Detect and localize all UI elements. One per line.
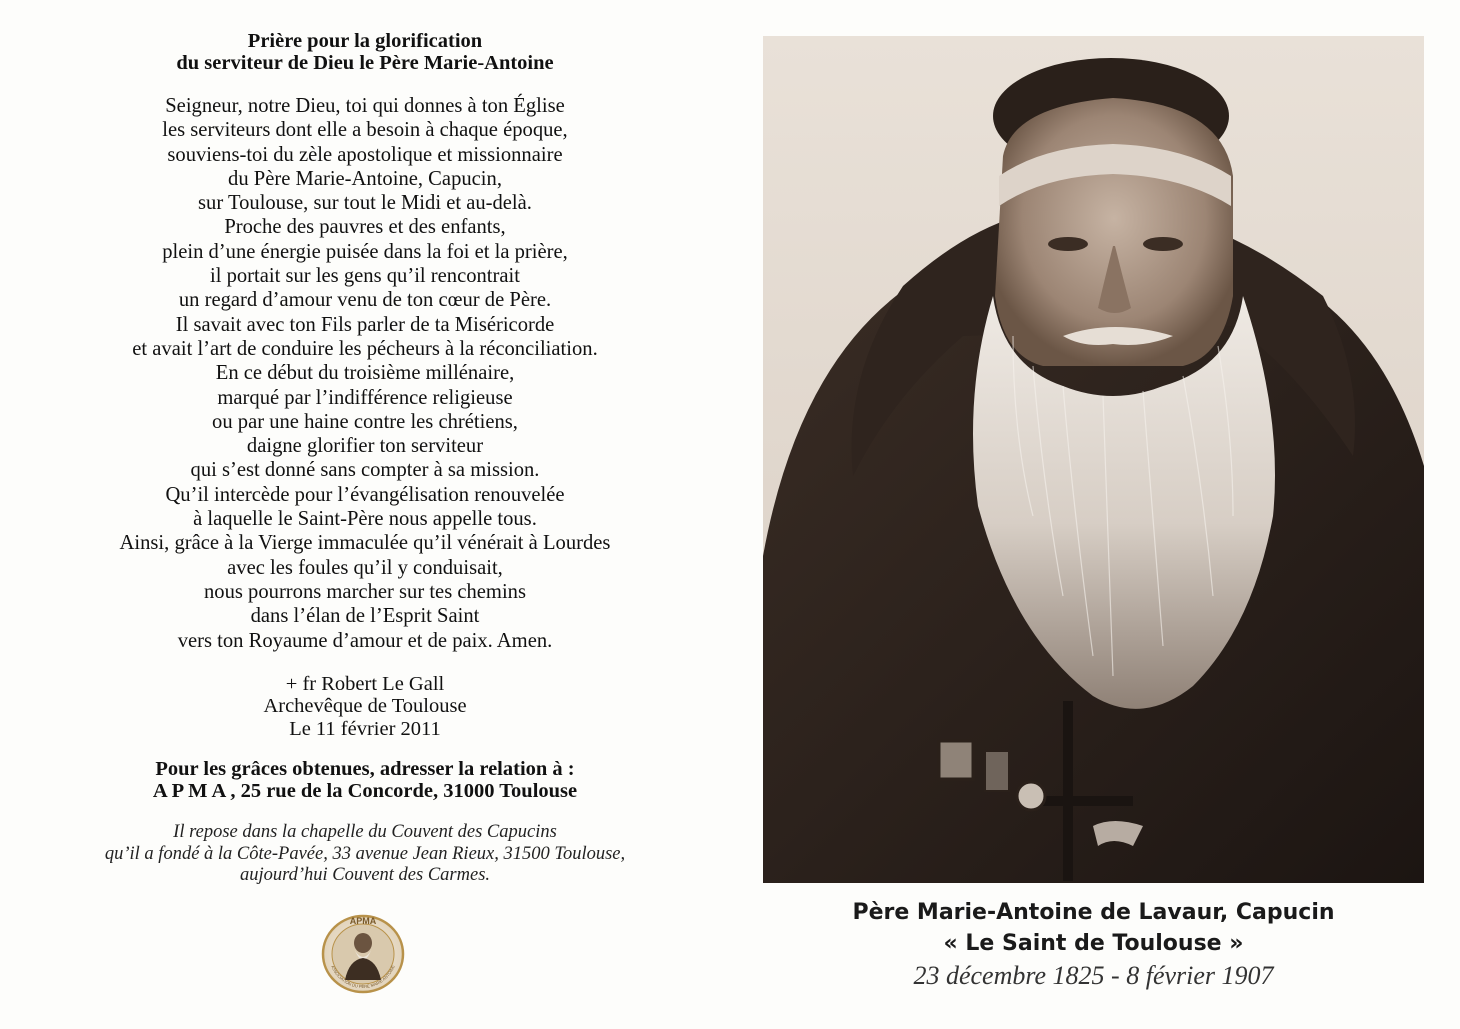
prayer-line: dans l’élan de l’Esprit Saint — [250, 605, 480, 628]
prayer-line: vers ton Royaume d’amour et de paix. Amen. — [177, 629, 553, 652]
relation-address: A P M A , 25 rue de la Concorde, 31000 Toulouse — [152, 779, 578, 802]
prayer-title — [60, 30, 670, 74]
prayer-line: et avait l’art de conduire les pécheurs à la réconciliation. — [132, 337, 598, 360]
prayer-line: avec les foules qu’il y conduisait, — [227, 556, 503, 579]
burial-line-3: aujourd’hui Couvent des Carmes. — [239, 865, 491, 886]
prayer-line: En ce début du troisième millénaire, — [215, 362, 515, 385]
prayer-line: sur Toulouse, sur tout le Midi et au-delà. — [198, 192, 532, 215]
prayer-line: qui s’est donné sans compter à sa mission. — [190, 459, 540, 482]
prayer-line: à laquelle le Saint-Père nous appelle tous. — [193, 508, 537, 531]
prayer-line: un regard d’amour venu de ton cœur de Père. — [178, 289, 552, 312]
relation-block — [60, 759, 670, 802]
prayer-line: Seigneur, notre Dieu, toi qui donnes à ton Église — [165, 95, 565, 117]
prayer-line: Proche des pauvres et des enfants, — [224, 216, 506, 239]
signature-role: Archevêque de Toulouse — [263, 695, 467, 718]
logo-text: APMA — [349, 916, 377, 926]
prayer-title-line-1: Prière pour la glorification — [247, 30, 483, 52]
burial-line-1: Il repose dans la chapelle du Couvent des Capucins — [173, 822, 557, 843]
right-eye-shape — [1143, 237, 1183, 251]
apma-logo — [319, 910, 407, 994]
prayer-line: ou par une haine contre les chrétiens, — [212, 410, 518, 433]
prayer-line: Qu’il intercède pour l’évangélisation renouvelée — [165, 483, 565, 506]
relation-line-1: Pour les grâces obtenues, adresser la relation à : — [155, 758, 575, 781]
prayer-line: les serviteurs dont elle a besoin à chaque époque, — [162, 119, 568, 142]
caption-name: Père Marie-Antoine de Lavaur, Capucin — [852, 900, 1335, 925]
prayer-title-line-2: du serviteur de Dieu le Père Marie-Antoine — [176, 52, 554, 74]
prayer-line: du Père Marie-Antoine, Capucin, — [228, 167, 502, 190]
prayer-line: marqué par l’indifférence religieuse — [217, 386, 513, 409]
face-shape — [995, 98, 1233, 366]
signature-block — [60, 673, 670, 741]
prayer-line: daigne glorifier ton serviteur — [246, 435, 484, 458]
left-eye-shape — [1048, 237, 1088, 251]
prayer-panel — [60, 30, 670, 887]
signature-date: Le 11 février 2011 — [289, 717, 441, 740]
prayer-line: souviens-toi du zèle apostolique et missionnaire — [167, 143, 563, 166]
logo-ring-label: ASSOCIATION DU PÈRE MARIE ANTOINE — [330, 964, 396, 990]
signature-name: + fr Robert Le Gall — [285, 672, 445, 695]
prayer-line: plein d’une énergie puisée dans la foi et la prière, — [162, 240, 568, 263]
caption-dates: 23 décembre 1825 - 8 février 1907 — [913, 961, 1274, 990]
prayer-line: nous pourrons marcher sur tes chemins — [204, 580, 526, 603]
prayer-text — [60, 94, 670, 653]
caption-nickname: « Le Saint de Toulouse » — [943, 931, 1244, 956]
prayer-line: Ainsi, grâce à la Vierge immaculée qu’il vénérait à Lourdes — [119, 532, 611, 555]
prayer-line: Il savait avec ton Fils parler de ta Miséricorde — [175, 313, 555, 336]
photo-caption — [763, 897, 1424, 993]
burial-line-2: qu’il a fondé à la Côte-Pavée, 33 avenue Jean Rieux, 31500 Toulouse, — [104, 843, 626, 864]
portrait-photo — [763, 36, 1424, 883]
prayer-line: il portait sur les gens qu’il rencontrait — [210, 265, 520, 288]
burial-note — [60, 822, 670, 887]
